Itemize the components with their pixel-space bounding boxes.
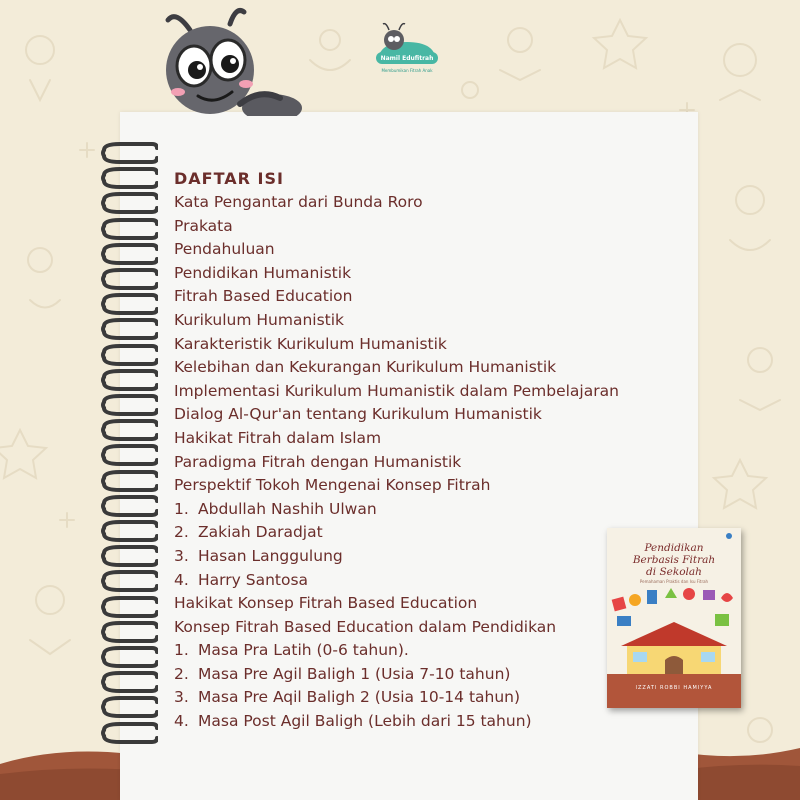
toc-item-number: 2. xyxy=(174,664,189,683)
toc-item-number: 1. xyxy=(174,499,189,518)
toc-item xyxy=(174,710,694,734)
toc-item-text: Kurikulum Humanistik xyxy=(174,310,345,329)
spiral-coil-icon xyxy=(100,495,158,517)
toc-item-text: Implementasi Kurikulum Humanistik dalam Pembelajaran xyxy=(174,381,619,400)
toc-item xyxy=(174,309,694,333)
toc-item-text: Fitrah Based Education xyxy=(174,287,353,306)
toc-item-text: Hasan Langgulung xyxy=(198,546,343,565)
toc-item xyxy=(174,498,694,522)
toc-item-text: Abdullah Nashih Ulwan xyxy=(198,499,377,518)
spiral-coil-icon xyxy=(100,696,158,718)
spiral-coil-icon xyxy=(100,394,158,416)
toc-item-text: Pendidikan Humanistik xyxy=(174,263,352,282)
spiral-coil-icon xyxy=(100,570,158,592)
book-cover xyxy=(607,528,741,708)
toc-item-number: 1. xyxy=(174,641,189,660)
toc-item-text: Paradigma Fitrah dengan Humanistik xyxy=(174,452,462,471)
book-title-line: di Sekolah xyxy=(646,566,702,578)
spiral-coil-icon xyxy=(100,167,158,189)
toc-item xyxy=(174,285,694,309)
toc-item xyxy=(174,474,694,498)
spiral-coil-icon xyxy=(100,293,158,315)
toc-title: DAFTAR ISI xyxy=(174,169,284,188)
book-title xyxy=(615,542,733,578)
toc-item-text: Hakikat Konsep Fitrah Based Education xyxy=(174,594,478,613)
spiral-coil-icon xyxy=(100,545,158,567)
toc-item-number: 3. xyxy=(174,688,189,707)
spiral-coil-icon xyxy=(100,596,158,618)
toc-item xyxy=(174,356,694,380)
toc-item-text: Kelebihan dan Kekurangan Kurikulum Humanistik xyxy=(174,358,557,377)
book-title-line: Pendidikan xyxy=(644,542,704,554)
spiral-coil-icon xyxy=(100,722,158,744)
spiral-coil-icon xyxy=(100,268,158,290)
spiral-coil-icon xyxy=(100,419,158,441)
toc-item-text: Masa Pra Latih (0-6 tahun). xyxy=(198,641,409,660)
logo-tagline: Membumikan Fitrah Anak xyxy=(381,68,433,73)
toc-item xyxy=(174,427,694,451)
toc-item-text: Zakiah Daradjat xyxy=(198,523,323,542)
toc-item xyxy=(174,451,694,475)
toc-item-text: Konsep Fitrah Based Education dalam Pendidikan xyxy=(174,617,557,636)
spiral-coil-icon xyxy=(100,470,158,492)
spiral-coil-icon xyxy=(100,369,158,391)
spiral-coil-icon xyxy=(100,621,158,643)
toc-item xyxy=(174,403,694,427)
spiral-coil-icon xyxy=(100,318,158,340)
toc-item-number: 4. xyxy=(174,570,189,589)
toc-item-text: Masa Pre Aqil Baligh 2 (Usia 10-14 tahun) xyxy=(198,688,521,707)
book-title-line: Berbasis Fitrah xyxy=(632,554,716,566)
toc-item-text: Pendahuluan xyxy=(174,240,275,259)
toc-item xyxy=(174,238,694,262)
spiral-coil-icon xyxy=(100,646,158,668)
spiral-coil-icon xyxy=(100,671,158,693)
toc-item-text: Prakata xyxy=(174,216,233,235)
spiral-coil-icon xyxy=(100,243,158,265)
book-subtitle: Pemahaman Praktis dan Isu Fitrah xyxy=(639,579,709,584)
spiral-coil-icon xyxy=(100,344,158,366)
logo-brand-name: Namil Edufitrah xyxy=(380,55,434,62)
toc-item-text: Perspektif Tokoh Mengenai Konsep Fitrah xyxy=(174,476,491,495)
spiral-coil-icon xyxy=(100,520,158,542)
toc-item-text: Kata Pengantar dari Bunda Roro xyxy=(174,193,423,211)
toc-item-number: 2. xyxy=(174,523,189,542)
toc-item-text: Masa Pre Agil Baligh 1 (Usia 7-10 tahun) xyxy=(198,664,511,683)
toc-item-text: Hakikat Fitrah dalam Islam xyxy=(174,428,382,447)
toc-item-text: Karakteristik Kurikulum Humanistik xyxy=(174,334,447,353)
spiral-coil-icon xyxy=(100,218,158,240)
toc-item-text: Masa Post Agil Baligh (Lebih dari 15 tahun) xyxy=(198,712,532,731)
toc-item-number: 4. xyxy=(174,712,189,731)
spiral-coil-icon xyxy=(100,192,158,214)
namil-logo-icon xyxy=(372,18,442,80)
spiral-coil-icon xyxy=(100,444,158,466)
toc-item xyxy=(174,380,694,404)
ant-mascot-icon xyxy=(160,4,310,116)
toc-item xyxy=(174,215,694,239)
toc-item-text: Harry Santosa xyxy=(198,570,309,589)
spiral-coil-icon xyxy=(100,142,158,164)
book-author: IZZATI ROBBI HAMIYYA xyxy=(635,685,713,691)
toc-item xyxy=(174,262,694,286)
toc-item-number: 3. xyxy=(174,546,189,565)
spiral-binding-icon xyxy=(100,142,160,742)
toc-item xyxy=(174,333,694,357)
toc-item xyxy=(174,191,694,215)
toc-item-text: Dialog Al-Qur'an tentang Kurikulum Humanistik xyxy=(174,405,542,424)
